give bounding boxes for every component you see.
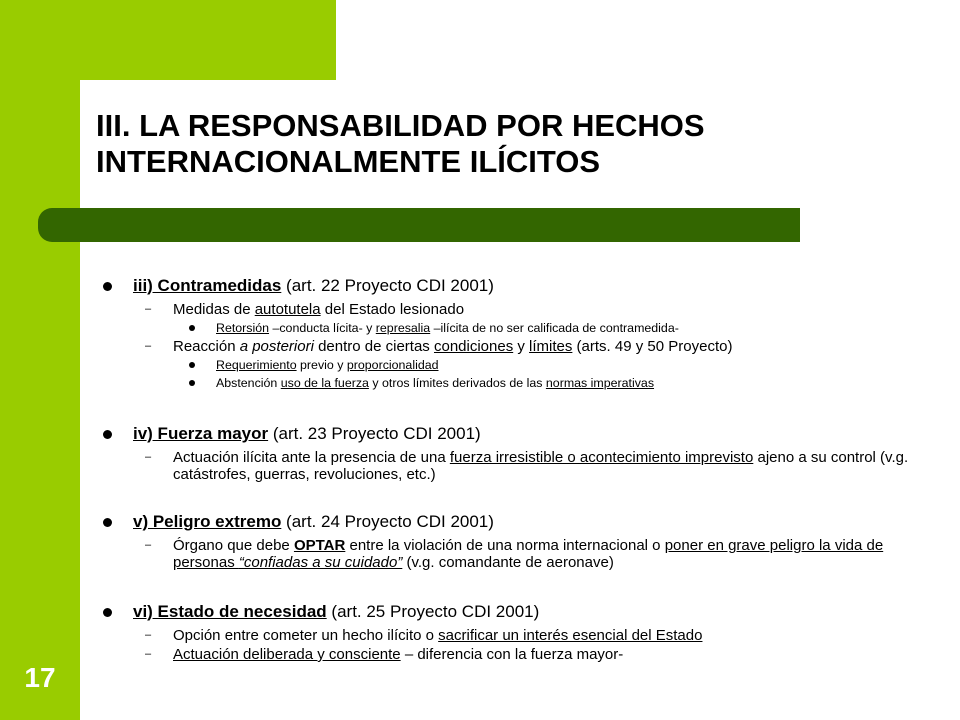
dash-marker: –	[145, 303, 152, 315]
sub-item: – Actuación ilícita ante la presencia de una fuerza irresistible o acontecimiento imprevisto ajeno a su control (v.g. catástrofes, guerras, revoluciones, etc.)	[145, 449, 909, 483]
section-reference: (art. 23 Proyecto CDI 2001)	[268, 424, 481, 443]
section-fuerza-mayor	[103, 423, 933, 483]
title-divider-bar	[38, 208, 800, 242]
sub-item: – Reacción a posteriori dentro de ciertas condiciones y límites (arts. 49 y 50 Proyecto)	[145, 338, 733, 355]
section-label: vi) Estado de necesidad	[133, 602, 327, 621]
section-label: v) Peligro extremo	[133, 512, 282, 531]
slide-title: III. LA RESPONSABILIDAD POR HECHOS INTERNACIONALMENTE ILÍCITOS	[96, 108, 705, 179]
sub-item: – Medidas de autotutela del Estado lesionado	[145, 301, 465, 318]
section-reference: (art. 22 Proyecto CDI 2001)	[281, 276, 494, 295]
section-estado-de-necesidad	[103, 601, 933, 663]
sub-sub-item: Retorsión –conducta lícita- y represalia –ilícita de no ser calificada de contramedida-	[103, 320, 933, 336]
section-heading	[103, 601, 933, 623]
section-peligro-extremo	[103, 511, 933, 571]
slide-number: 17	[24, 662, 56, 693]
sub-item: – Actuación deliberada y consciente – diferencia con la fuerza mayor-	[145, 646, 624, 663]
dash-marker: –	[145, 648, 152, 660]
top-accent-block	[80, 0, 336, 80]
section-heading	[103, 423, 933, 445]
section-reference: (art. 25 Proyecto CDI 2001)	[326, 602, 540, 621]
section-reference: (art. 24 Proyecto CDI 2001)	[281, 512, 494, 531]
slide-content	[103, 275, 933, 663]
dash-marker: –	[145, 539, 152, 551]
left-accent-bar	[0, 0, 80, 720]
section-heading	[103, 511, 933, 533]
sub-sub-item: Abstención uso de la fuerza y otros límites derivados de las normas imperativas	[103, 375, 933, 391]
section-label: iii) Contramedidas	[133, 276, 282, 295]
dash-marker: –	[145, 340, 152, 352]
dash-marker: –	[145, 451, 152, 463]
sub-item: – Órgano que debe OPTAR entre la violación de una norma internacional o poner en grave peligro la vida de personas “confiadas a su cuidado” (v.g. comandante de aeronave)	[145, 537, 884, 571]
section-contramedidas	[103, 275, 933, 391]
dash-marker: –	[145, 629, 152, 641]
section-label: iv) Fuerza mayor	[133, 424, 269, 443]
section-heading	[103, 275, 933, 297]
sub-item: – Opción entre cometer un hecho ilícito o sacrificar un interés esencial del Estado	[145, 627, 703, 644]
sub-sub-item: Requerimiento previo y proporcionalidad	[103, 357, 933, 373]
